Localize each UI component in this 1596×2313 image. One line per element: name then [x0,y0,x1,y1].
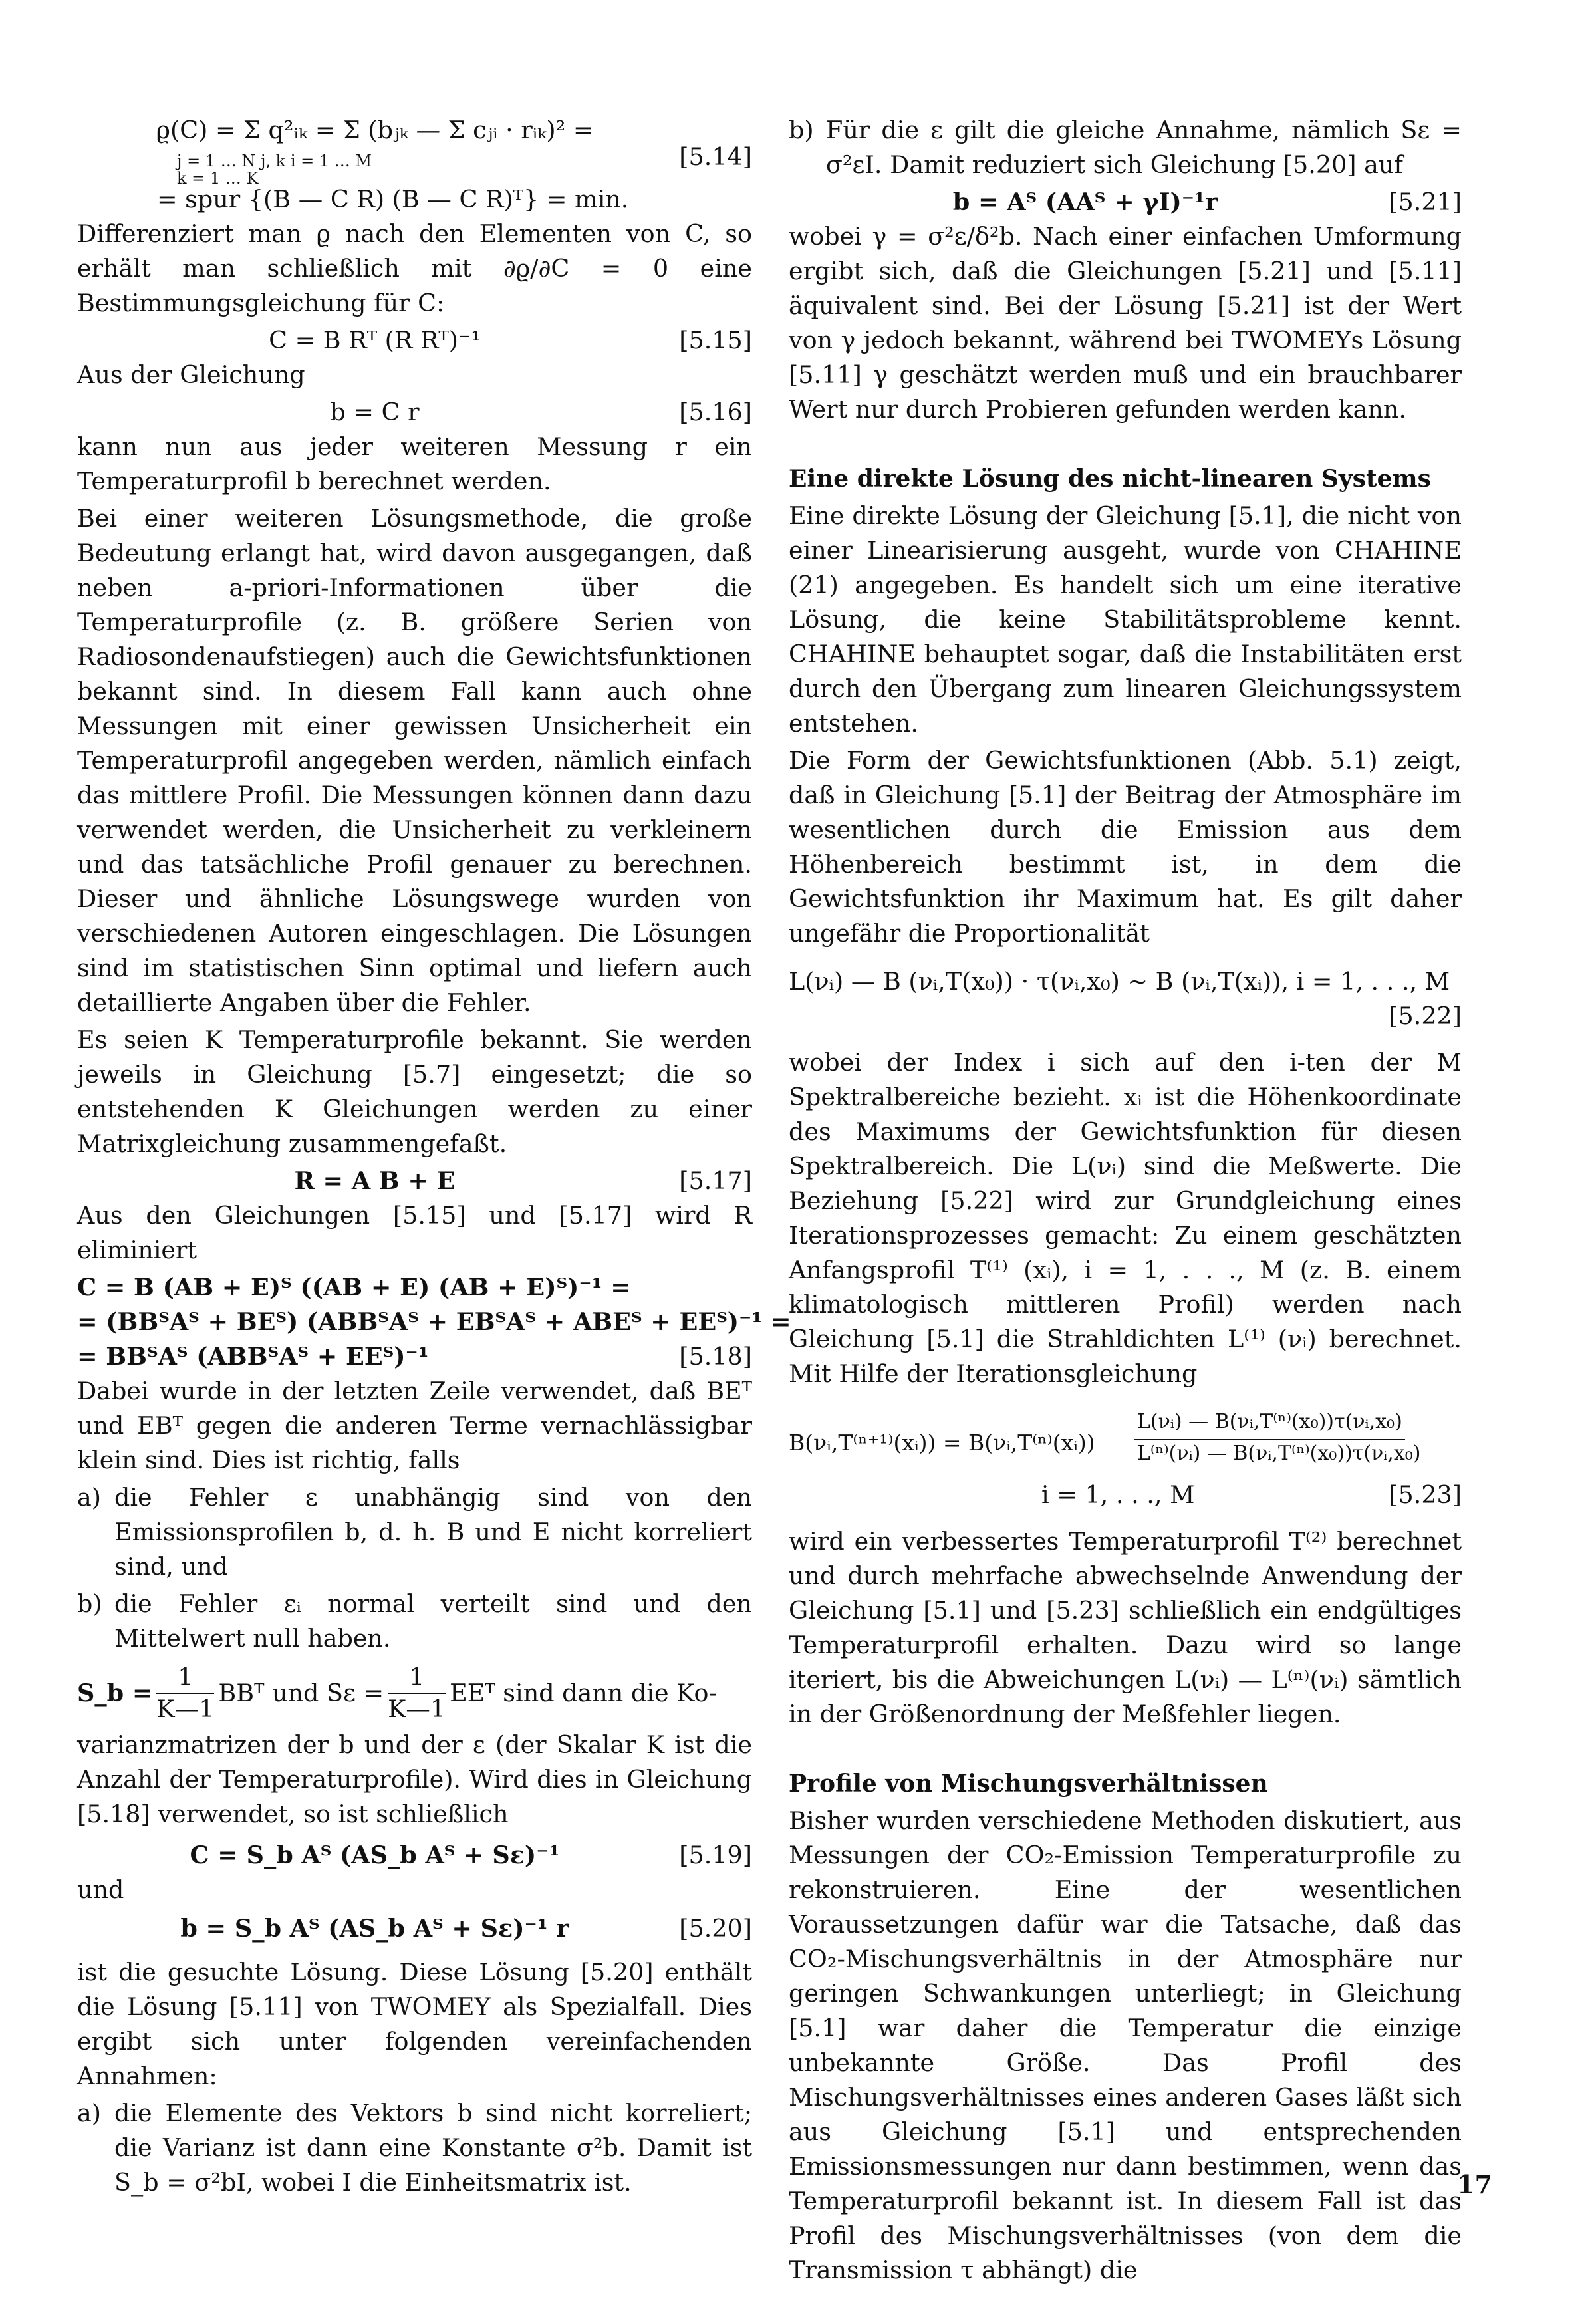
paragraph: Dabei wurde in der letzten Zeile verwendet, daß BEᵀ und EBᵀ gegen die anderen Terme vernachlässigbar klein sind. Dies ist richtig, falls [77,1377,752,1474]
equation-5-15 [77,323,752,358]
equation-5-16 [77,395,752,430]
page-number: 17 [1457,2169,1492,2199]
list-label: b) [77,1589,102,1618]
paragraph: Aus den Gleichungen [5.15] und [5.17] wird R eliminiert [77,1201,752,1264]
equation-number: [5.21] [1389,188,1462,216]
equation-body: b = Aᵀ (AAᵀ + γI)⁻¹r [952,188,1218,216]
equation-number: [5.16] [679,398,752,426]
equation-5-14-line-1: ϱ(C) = Σ q²ᵢₖ = Σ (bⱼₖ — Σ cⱼᵢ · rᵢₖ)² = [156,116,594,144]
equation-body: C = B Rᵀ (R Rᵀ)⁻¹ [269,326,481,354]
paragraph: Differenziert man ϱ nach den Elementen von C, so erhält man schließlich mit ∂ϱ/∂C = 0 eine Bestimmungsgleichung für C: [77,219,752,317]
paragraph: Die Form der Gewichtsfunktionen (Abb. 5.1) zeigt, daß in Gleichung [5.1] der Beitrag der Atmosphäre im wesentlichen durch die Emission aus dem Höhenbereich bestimmt ist, in dem die Gewichtsfunktion ihr Maximum hat. Es gilt daher ungefähr die Proportionalität [789,746,1462,948]
section-heading: Eine direkte Lösung des nicht-linearen Systems [789,465,1431,493]
list-item [77,1480,752,1584]
equation-5-19 [77,1838,752,1873]
equation-5-14-line-2: = spur {(B — C R) (B — C R)ᵀ} = min. [157,185,629,213]
equation-denominator: L⁽ⁿ⁾(νᵢ) — B(νᵢ,T⁽ⁿ⁾(x₀))τ(νᵢ,x₀) [1137,1442,1421,1465]
paragraph: varianzmatrizen der b und der ε (der Skalar K ist die Anzahl der Temperaturprofile). Wird dies in Gleichung [5.18] verwendet, so ist schließlich [77,1730,752,1828]
list-text: die Elemente des Vektors b sind nicht korreliert; die Varianz ist dann eine Konstante σ²b. Damit ist S_b = σ²bI, wobei I die Einheitsmatrix ist. [114,2099,752,2197]
equation-number: [5.18] [679,1342,752,1371]
equation-number: [5.22] [1389,1002,1462,1030]
paragraph: wird ein verbessertes Temperaturprofil T⁽²⁾ berechnet und durch mehrfache abwechselnde Anwendung der Gleichung [5.1] und [5.23] schließlich ein endgültiges Temperaturprofil erhalten. Dazu wird so lange iteriert, bis die Abweichungen L(νᵢ) — L⁽ⁿ⁾(νᵢ) sämtlich in der Größenordnung der Meßfehler liegen. [789,1527,1462,1728]
equation-5-14 [77,113,752,217]
list-text: die Fehler εᵢ normal verteilt sind und den Mittelwert null haben. [114,1589,752,1653]
paragraph: kann nun aus jeder weiteren Messung r ein Temperaturprofil b berechnet werden. [77,432,752,495]
paragraph: Aus der Gleichung [77,360,305,389]
list-item [789,113,1462,182]
fraction-denominator: K—1 [388,1695,446,1723]
equation-lhs: B(νᵢ,T⁽ⁿ⁺¹⁾(xᵢ)) = B(νᵢ,T⁽ⁿ⁾(xᵢ)) [789,1430,1095,1456]
equation-body: b = C r [330,398,420,426]
list-label: a) [77,1483,102,1512]
und-word: und [77,1875,124,1904]
equation-body: C = S_b Aᵀ (AS_b Aᵀ + Sε)⁻¹ [190,1841,560,1869]
equation-5-21 [789,185,1462,219]
equation-5-14-subscripts: j = 1 … N j, k i = 1 … M [177,152,372,170]
equation-number: [5.19] [679,1841,752,1869]
fraction [388,1662,446,1724]
covariance-end: EEᵀ sind dann die Ko- [450,1679,717,1707]
list-text: Für die ε gilt die gleiche Annahme, nämlich Sε = σ²εI. Damit reduziert sich Gleichung [5.20] auf [826,116,1462,179]
equation-5-17 [77,1164,752,1198]
paragraph: wobei der Index i sich auf den i-ten der M Spektralbereiche bezieht. xᵢ ist die Höhenkoordinate des Maximums der Gewichtsfunktion für diesen Spektralbereich. Die L(νᵢ) sind die Meßwerte. Die Beziehung [5.22] wird zur Grundgleichung eines Iterationsprozesses gemacht: Zu einem geschätzten Anfangsprofil T⁽¹⁾ (xᵢ), i = 1, . . ., M (z. B. einem klimatologisch mittleren Profil) werden nach Gleichung [5.1] die Strahldichten L⁽¹⁾ (νᵢ) berechnet. Mit Hilfe der Iterationsgleichung [789,1048,1462,1388]
fraction [156,1662,214,1724]
equation-number: [5.17] [679,1166,752,1195]
equation-range: i = 1, . . ., M [1041,1480,1195,1509]
equation-5-14-subscripts-2: k = 1 … K [177,169,259,188]
sb-label: S_b = [77,1679,153,1707]
equation-numerator: L(νᵢ) — B(νᵢ,T⁽ⁿ⁾(x₀))τ(νᵢ,x₀) [1134,1405,1405,1440]
fraction-numerator: 1 [388,1662,446,1694]
equation-line: C = B (AB + E)ᵀ ((AB + E) (AB + E)ᵀ)⁻¹ = [77,1273,631,1301]
equation-number: [5.23] [1389,1480,1462,1509]
equation-line: = BBᵀAᵀ (ABBᵀAᵀ + EEᵀ)⁻¹ [77,1342,429,1371]
covariance-definition [77,1659,752,1728]
equation-5-20 [77,1911,752,1946]
equation-number: [5.14] [679,142,752,171]
equation-body: R = A B + E [294,1166,456,1195]
equation-5-18 [77,1270,791,1374]
equation-number: [5.20] [679,1914,752,1943]
paragraph: wobei γ = σ²ε/δ²b. Nach einer einfachen Umformung ergibt sich, daß die Gleichungen [5.21] und [5.11] äquivalent sind. Bei der Lösung [5.21] ist der Wert von γ jedoch bekannt, während bei TWOMEYs Lösung [5.11] γ geschätzt werden muß und ein brauchbarer Wert nur durch Probieren gefunden werden kann. [789,222,1462,424]
equation-5-22 [789,964,1462,1033]
covariance-middle: BBᵀ und Sε = [218,1679,384,1707]
paragraph: Bisher wurden verschiedene Methoden diskutiert, aus Messungen der CO₂-Emission Temperaturprofile zu rekonstruieren. Eine der wesentlichen Voraussetzungen dafür war die Tatsache, daß das CO₂-Mischungsverhältnis in der Atmosphäre nur geringen Schwankungen unterliegt; in Gleichung [5.1] war daher die Temperatur die einzige unbekannte Größe. Das Profil des Mischungsverhältnisses eines anderen Gases läßt sich aus Gleichung [5.1] und entsprechenden Emissionsmessungen nur dann bestimmen, wenn das Temperaturprofil bekannt ist. In diesem Fall ist das Profil des Mischungsverhältnisses (von dem die Transmission τ abhängt) die [789,1806,1462,2284]
list-item [77,1587,752,1656]
fraction-denominator: K—1 [156,1695,215,1723]
fraction-numerator: 1 [156,1662,214,1694]
paragraph: Bei einer weiteren Lösungsmethode, die große Bedeutung erlangt hat, wird davon ausgegangen, daß neben a-priori-Informationen über die Temperaturprofile (z. B. größere Serien von Radiosondenaufstiegen) auch die Gewichtsfunktionen bekannt sind. In diesem Fall kann auch ohne Messungen mit einer gewissen Unsicherheit ein Temperaturprofil angegeben werden, nämlich einfach das mittlere Profil. Die Messungen können dann dazu verwendet werden, die Unsicherheit zu verkleinern und das tatsächliche Profil genauer zu berechnen. Dieser und ähnliche Lösungswege wurden von verschiedenen Autoren eingeschlagen. Die Lösungen sind im statistischen Sinn optimal und liefern auch detaillierte Angaben über die Fehler. [77,504,752,1017]
equation-body: b = S_b Aᵀ (AS_b Aᵀ + Sε)⁻¹ r [180,1914,569,1943]
paragraph: ist die gesuchte Lösung. Diese Lösung [5.20] enthält die Lösung [5.11] von TWOMEY als Spezialfall. Dies ergibt sich unter folgenden vereinfachenden Annahmen: [77,1958,752,2090]
right-column [789,113,1462,2290]
section-heading: Profile von Mischungsverhältnissen [789,1770,1268,1798]
list-label: a) [77,2099,102,2127]
equation-number: [5.15] [679,326,752,354]
list-item [77,2096,752,2200]
left-column [77,113,791,2203]
equation-5-23 [789,1405,1462,1524]
equation-body: L(νᵢ) — B (νᵢ,T(x₀)) · τ(νᵢ,x₀) ∼ B (νᵢ,T(xᵢ)), i = 1, . . ., M [789,967,1450,996]
list-label: b) [789,116,814,144]
list-text: die Fehler ε unabhängig sind von den Emissionsprofilen b, d. h. B und E nicht korreliert sind, und [114,1483,752,1581]
paragraph: Eine direkte Lösung der Gleichung [5.1], die nicht von einer Linearisierung ausgeht, wurde von CHAHINE (21) angegeben. Es handelt sich um eine iterative Lösung, die keine Stabilitätsprobleme kennt. CHAHINE behauptet sogar, daß die Instabilitäten erst durch den Übergang zum linearen Gleichungssystem entstehen. [789,501,1462,738]
paragraph: Es seien K Temperaturprofile bekannt. Sie werden jeweils in Gleichung [5.7] eingesetzt; die so entstehenden K Gleichungen werden zu einer Matrixgleichung zusammengefaßt. [77,1025,752,1158]
equation-line: = (BBᵀAᵀ + BEᵀ) (ABBᵀAᵀ + EBᵀAᵀ + ABEᵀ + EEᵀ)⁻¹ = [77,1307,791,1336]
